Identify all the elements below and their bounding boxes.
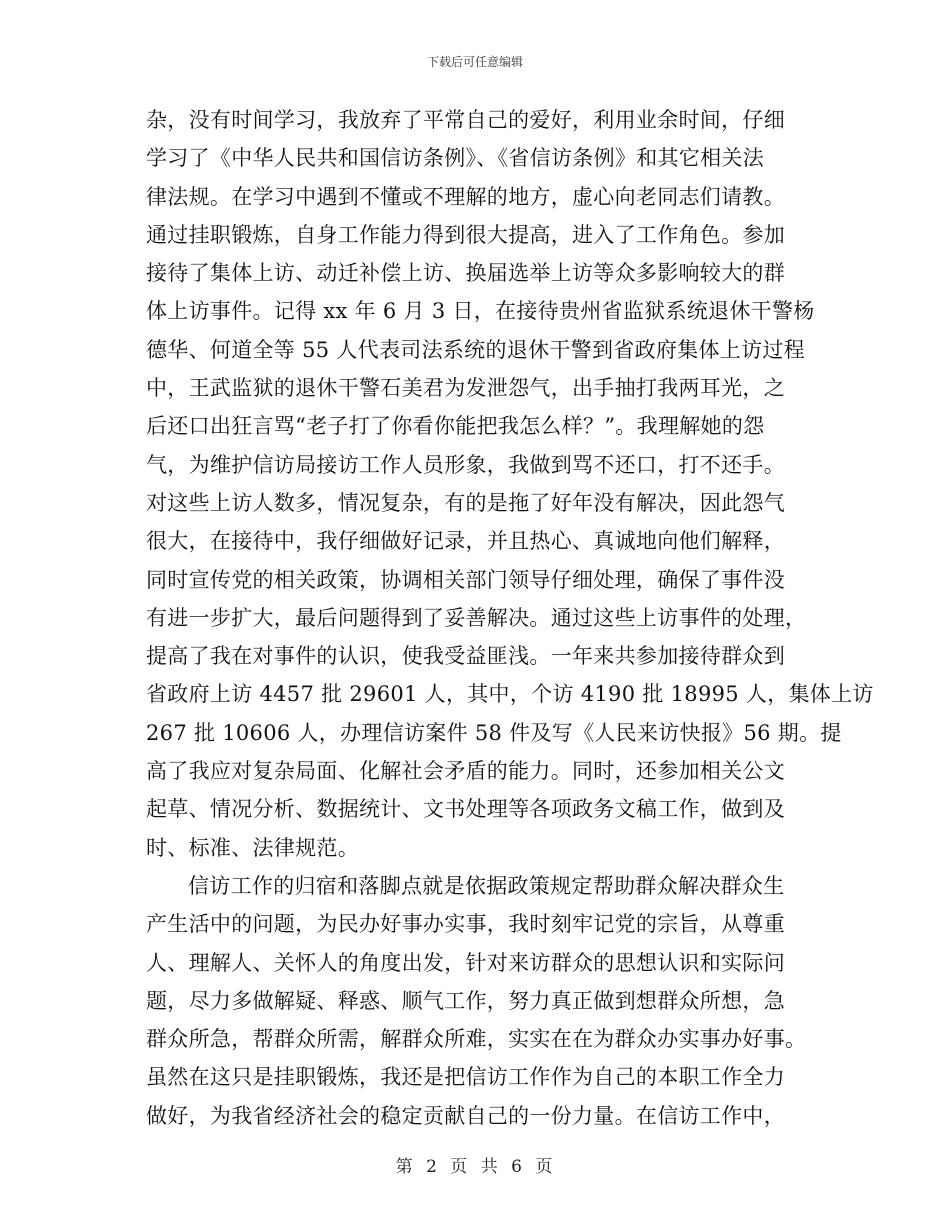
text-line: 群众所急，帮群众所需，解群众所难，实实在在为群众办实事办好事。 <box>146 1027 807 1052</box>
text-line: 体上访事件。记得 xx 年 6 月 3 日，在接待贵州省监狱系统退休干警杨 <box>146 299 815 324</box>
text-line: 通过挂职锻炼，自身工作能力得到很大提高，进入了工作角色。参加 <box>146 222 785 247</box>
text-line: 做好，为我省经济社会的稳定贡献自己的一份力量。在信访工作中， <box>146 1103 785 1128</box>
paragraph-start-line: 信访工作的归宿和落脚点就是依据政策规定帮助群众解决群众生 <box>188 873 785 898</box>
text-line: 杂，没有时间学习，我放弃了平常自己的爱好，利用业余时间，仔细 <box>146 108 785 132</box>
text-line: 学习了《中华人民共和国信访条例》、《省信访条例》和其它相关法 <box>146 146 764 171</box>
text-line: 接待了集体上访、动迁补偿上访、换届选举上访等众多影响较大的群 <box>146 261 785 286</box>
page-number: 第 2 页 共 6 页 <box>395 1157 555 1177</box>
text-line: 起草、情况分析、数据统计、文书处理等各项政务文稿工作，做到及 <box>146 797 785 822</box>
text-line: 气，为维护信访局接访工作人员形象，我做到骂不还口，打不还手。 <box>146 452 785 477</box>
text-line: 题，尽力多做解疑、释惑、顺气工作，努力真正做到想群众所想，急 <box>146 988 785 1013</box>
text-line: 提高了我在对事件的认识，使我受益匪浅。一年来共参加接待群众到 <box>146 644 785 669</box>
text-line: 后还口出狂言骂“老子打了你看你能把我怎么样？”。我理解她的怨 <box>146 414 765 439</box>
text-line: 有进一步扩大，最后问题得到了妥善解决。通过这些上访事件的处理， <box>146 605 807 630</box>
document-body <box>146 101 874 1135</box>
text-line: 同时宣传党的相关政策，协调相关部门领导仔细处理，确保了事件没 <box>146 567 785 592</box>
text-line: 律法规。在学习中遇到不懂或不理解的地方，虚心向老同志们请教。 <box>146 184 785 209</box>
text-line: 德华、何道全等 55 人代表司法系统的退休干警到省政府集体上访过程 <box>146 337 805 362</box>
text-line: 对这些上访人数多，情况复杂，有的是拖了好年没有解决，因此怨气 <box>146 490 785 515</box>
text-line: 高了我应对复杂局面、化解社会矛盾的能力。同时，还参加相关公文 <box>146 759 785 784</box>
text-line: 虽然在这只是挂职锻炼，我还是把信访工作作为自己的本职工作全力 <box>146 1065 785 1090</box>
text-line: 人、理解人、关怀人的角度出发，针对来访群众的思想认识和实际问 <box>146 950 785 975</box>
page-header: 下载后可任意编辑 <box>426 55 523 69</box>
text-line: 时、标准、法律规范。 <box>146 835 359 860</box>
text-line: 中，王武监狱的退休干警石美君为发泄怨气，出手抽打我两耳光，之 <box>146 376 785 401</box>
text-line: 省政府上访 4457 批 29601 人，其中，个访 4190 批 18995 人，集体上访 <box>146 682 874 707</box>
text-line: 很大，在接待中，我仔细做好记录，并且热心、真诚地向他们解释， <box>146 529 785 554</box>
text-line: 产生活中的问题，为民办好事办实事，我时刻牢记党的宗旨，从尊重 <box>146 912 785 937</box>
text-line: 267 批 10606 人，办理信访案件 58 件及写《人民来访快报》56 期。提 <box>146 720 842 745</box>
